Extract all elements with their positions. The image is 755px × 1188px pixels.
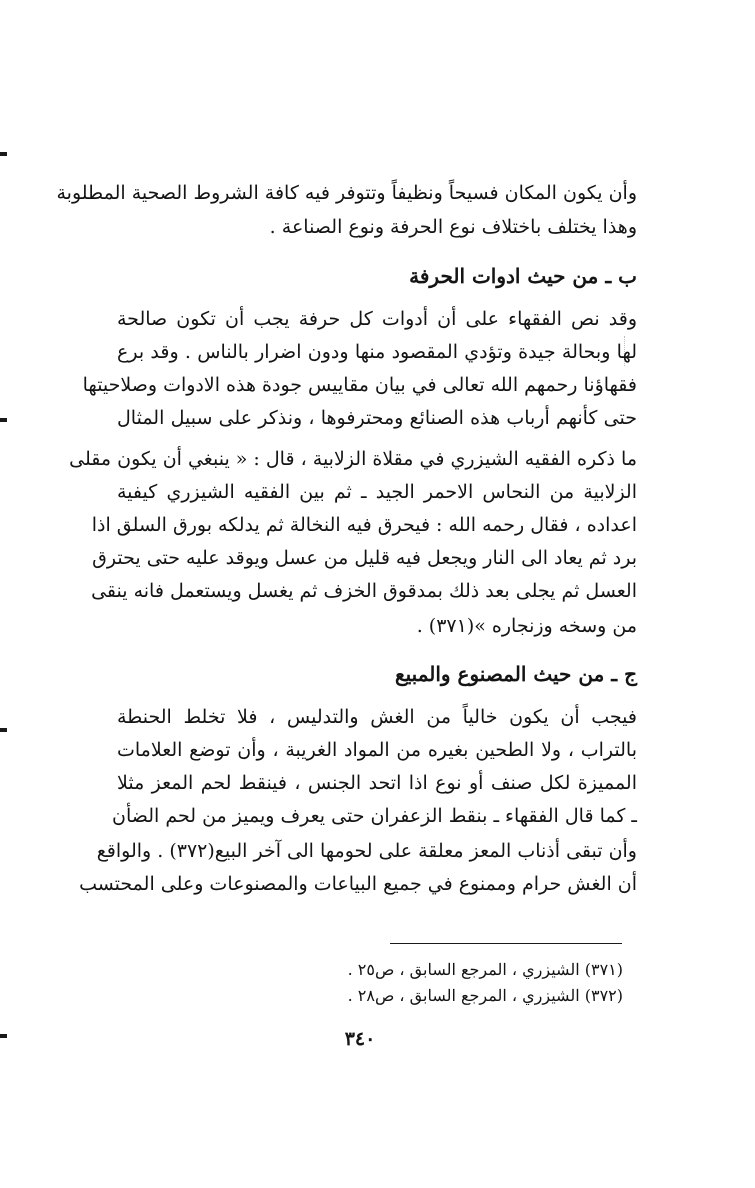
text-line: وأن تبقى أذناب المعز معلقة على لحومها الى آخر البيع(٣٧٢) . والواقع: [96, 840, 637, 862]
text-line: ـ كما قال الفقهاء ـ بنقط الزعفران حتى يعرف ويميز من لحم الضأن: [112, 805, 637, 827]
scan-edge-mark: [0, 152, 7, 156]
section-heading-b: ب ـ من حيث ادوات الحرفة: [409, 264, 637, 288]
scan-edge-mark: [0, 728, 7, 732]
scan-edge-mark: [0, 1034, 7, 1038]
section-heading-c: ج ـ من حيث المصنوع والمبيع: [394, 662, 637, 686]
text-line: من وسخه وزنجاره »(٣٧١) .: [416, 615, 637, 637]
text-line: فيجب أن يكون خالياً من الغش والتدليس ، فلا تخلط الحنطة: [117, 706, 637, 728]
text-line: بالتراب ، ولا الطحين بغيره من المواد الغريبة ، وأن توضع العلامات: [117, 739, 637, 761]
text-line: وهذا يختلف باختلاف نوع الحرفة ونوع الصناعة .: [269, 216, 637, 238]
text-line: أن الغش حرام وممنوع في جميع البياعات والمصنوعات وعلى المحتسب: [79, 873, 637, 895]
text-line: حتى كأنهم أرباب هذه الصنائع ومحترفوها ، ونذكر على سبيل المثال: [117, 407, 637, 429]
footnote-separator: [390, 943, 622, 944]
footnote: (٣٧١) الشيزري ، المرجع السابق ، ص٢٥ .: [347, 960, 623, 979]
text-line: فقهاؤنا رحمهم الله تعالى في بيان مقاييس جودة هذه الادوات وصلاحيتها: [82, 374, 637, 396]
text-line: برد ثم يعاد الى النار ويجعل فيه قليل من عسل ويوقد عليه حتى يحترق: [92, 547, 637, 569]
text-line: ما ذكره الفقيه الشيزري في مقلاة الزلابية ، قال : « ينبغي أن يكون مقلى: [69, 448, 637, 470]
text-line: الزلابية من النحاس الاحمر الجيد ـ ثم بين الفقيه الشيزري كيفية: [117, 481, 637, 503]
footnote: (٣٧٢) الشيزري ، المرجع السابق ، ص٢٨ .: [347, 986, 623, 1005]
text-line: المميزة لكل صنف أو نوع اذا اتحد الجنس ، فينقط لحم المعز مثلا: [117, 772, 637, 794]
text-line: وقد نص الفقهاء على أن أدوات كل حرفة يجب أن تكون صالحة: [117, 308, 637, 330]
page-number: ٣٤٠: [344, 1028, 376, 1050]
text-line: اعداده ، فقال رحمه الله : فيحرق فيه النخالة ثم يدلكه بورق السلق اذا: [91, 514, 637, 536]
text-line: لها وبحالة جيدة وتؤدي المقصود منها ودون اضرار بالناس . وقد برع: [117, 341, 637, 363]
scan-edge-mark: [0, 418, 7, 422]
text-line: العسل ثم يجلى بعد ذلك بمدقوق الخزف ثم يغسل ويستعمل فانه ينقى: [91, 580, 637, 602]
text-line: وأن يكون المكان فسيحاً ونظيفاً وتتوفر فيه كافة الشروط الصحية المطلوبة: [56, 182, 637, 204]
